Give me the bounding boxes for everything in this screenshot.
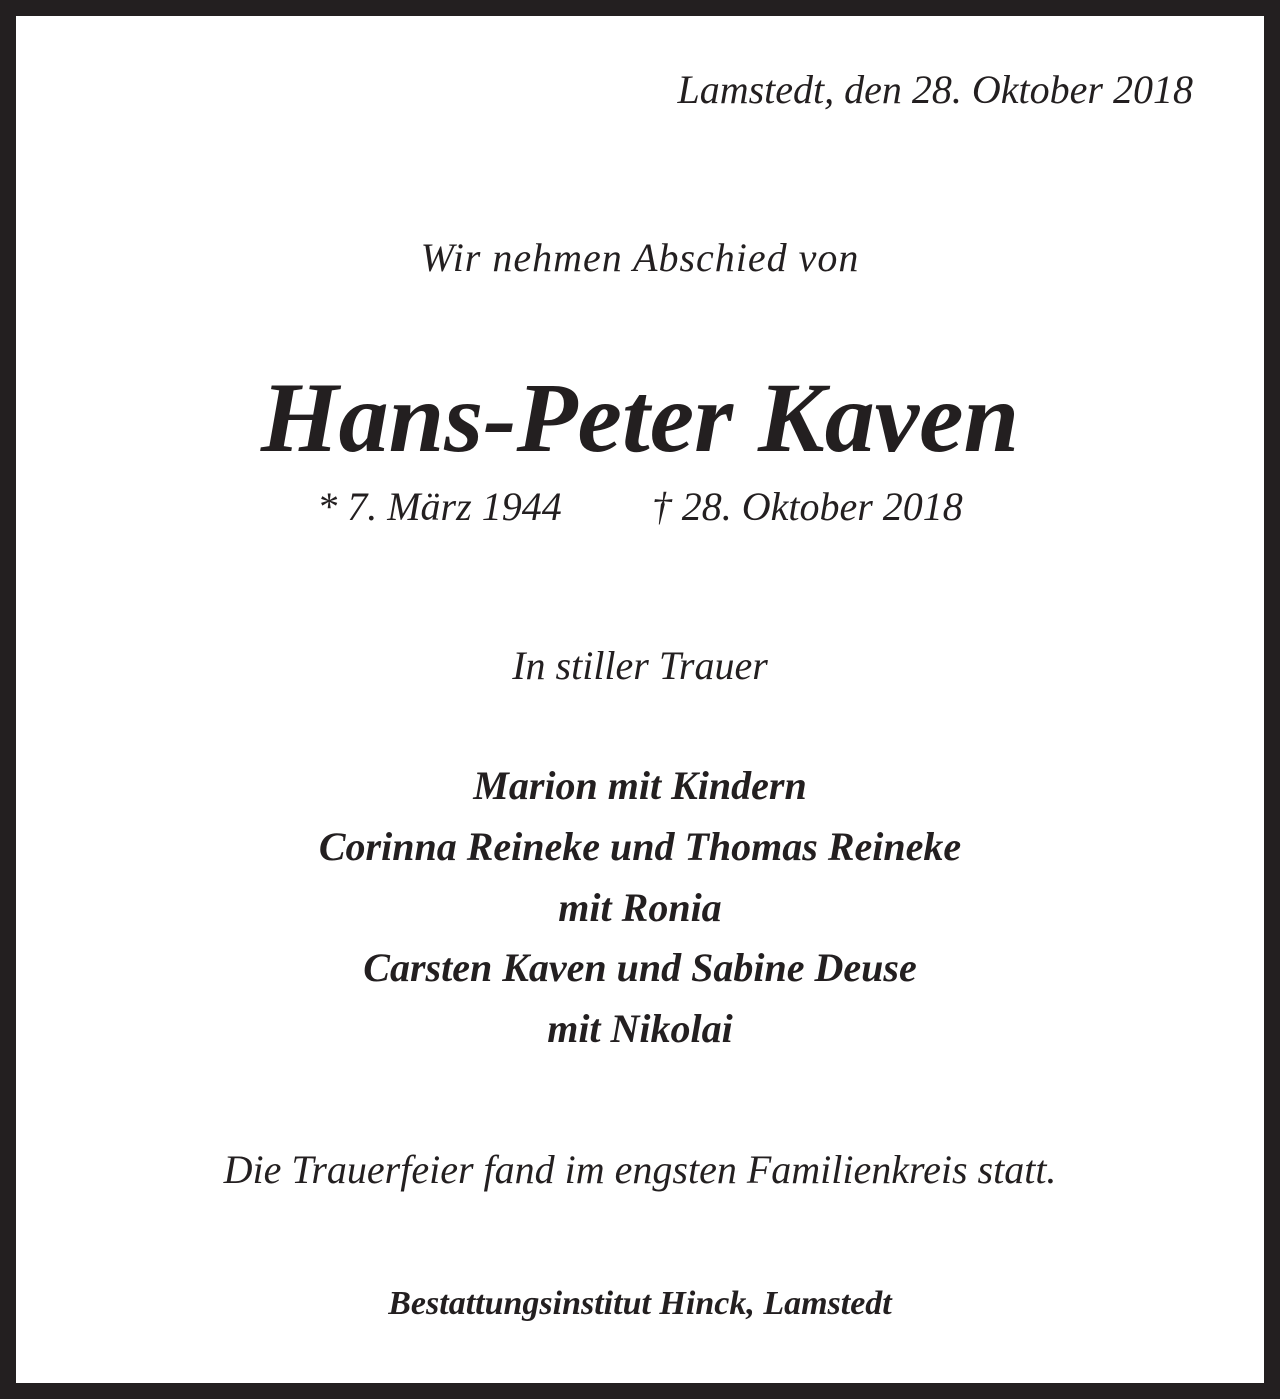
mourner: mit Nikolai — [547, 1006, 733, 1051]
mourner: Marion mit Kindern — [473, 763, 807, 808]
mourner: Corinna Reineke und Thomas Reineke — [318, 824, 962, 869]
birth-date: * 7. März 1944 — [317, 484, 562, 529]
place-date: Lamstedt, den 28. Oktober 2018 — [677, 67, 1193, 112]
deceased-name: Hans-Peter Kaven — [260, 362, 1020, 473]
death-date: † 28. Oktober 2018 — [651, 484, 963, 529]
life-dates — [0, 483, 1280, 530]
mourner: mit Ronia — [558, 885, 722, 930]
undertaker: Bestattungsinstitut Hinck, Lamstedt — [388, 1285, 892, 1322]
mourning-line: In stiller Trauer — [512, 643, 768, 688]
mourner: Carsten Kaven und Sabine Deuse — [363, 945, 917, 990]
intro-text: Wir nehmen Abschied von — [420, 235, 860, 280]
ceremony-note: Die Trauerfeier fand im engsten Familienkreis statt. — [223, 1147, 1057, 1192]
